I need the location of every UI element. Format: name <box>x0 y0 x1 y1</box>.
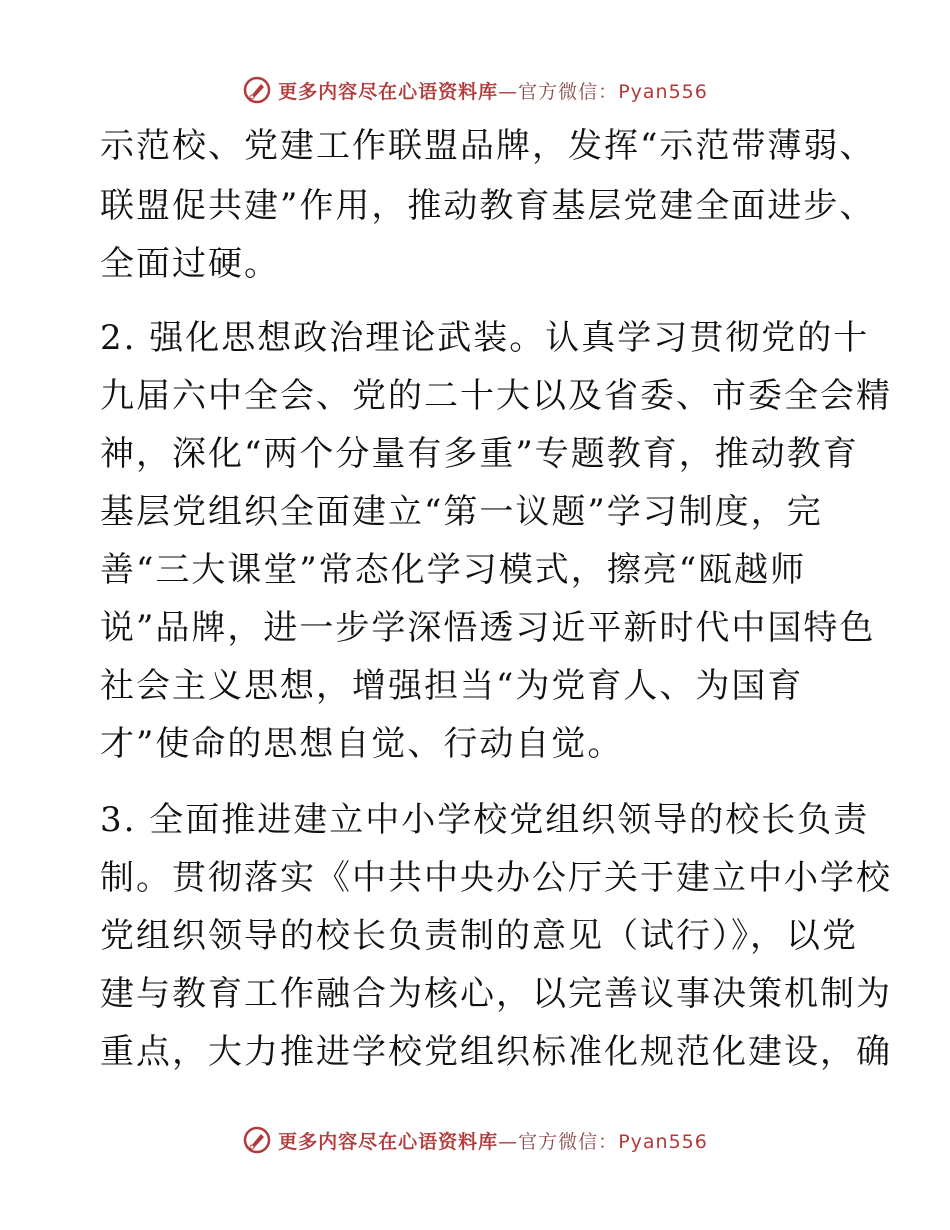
paragraph-3-line-3: 党组织领导的校长负责制的意见（试行）》，以党 <box>100 916 858 956</box>
site-name: 更多内容尽在心语资料库 <box>278 1130 499 1153</box>
paragraph-2-line-6: 说”品牌，进一步学深悟透习近平新时代中国特色 <box>100 608 876 648</box>
paragraph-2-line-1: 2. 强化思想政治理论武装。认真学习贯彻党的十 <box>100 318 870 358</box>
paragraph-2-line-2: 九届六中全会、党的二十大以及省委、市委全会精 <box>100 376 892 416</box>
banner-dash: — <box>498 80 519 103</box>
header-banner-text <box>278 77 708 104</box>
paragraph-1-line-2: 联盟促共建”作用，推动教育基层党建全面进步、 <box>100 186 876 226</box>
header-banner <box>0 70 950 110</box>
footer-banner <box>0 1120 950 1160</box>
wechat-id: Pyan556 <box>618 1130 708 1153</box>
paragraph-2-line-4: 基层党组织全面建立“第一议题”学习制度，完 <box>100 492 823 532</box>
footer-banner-text <box>278 1127 708 1154</box>
pen-nib-logo-icon <box>242 1125 272 1155</box>
paragraph-2-line-7: 社会主义思想，增强担当“为党育人、为国育 <box>100 666 804 706</box>
paragraph-3-line-1: 3. 全面推进建立中小学校党组织领导的校长负责 <box>100 800 870 840</box>
pen-nib-logo-icon <box>242 75 272 105</box>
paragraph-2-line-5: 善“三大课堂”常态化学习模式，擦亮“瓯越师 <box>100 550 807 590</box>
wechat-label: 官方微信： <box>518 1130 619 1153</box>
paragraph-1-line-3: 全面过硬。 <box>100 244 280 284</box>
paragraph-3-line-5: 重点，大力推进学校党组织标准化规范化建设，确 <box>100 1032 892 1072</box>
site-name: 更多内容尽在心语资料库 <box>278 80 499 103</box>
paragraph-2-line-8: 才”使命的思想自觉、行动自觉。 <box>100 724 624 764</box>
paragraph-2-line-3: 神，深化“两个分量有多重”专题教育，推动教育 <box>100 434 859 474</box>
paragraph-3-line-2: 制。贯彻落实《中共中央办公厅关于建立中小学校 <box>100 858 892 898</box>
paragraph-3-line-4: 建与教育工作融合为核心，以完善议事决策机制为 <box>100 974 892 1014</box>
wechat-id: Pyan556 <box>618 80 708 103</box>
wechat-label: 官方微信： <box>518 80 619 103</box>
banner-dash: — <box>498 1130 519 1153</box>
paragraph-1-line-1: 示范校、党建工作联盟品牌，发挥“示范带薄弱、 <box>100 126 876 166</box>
